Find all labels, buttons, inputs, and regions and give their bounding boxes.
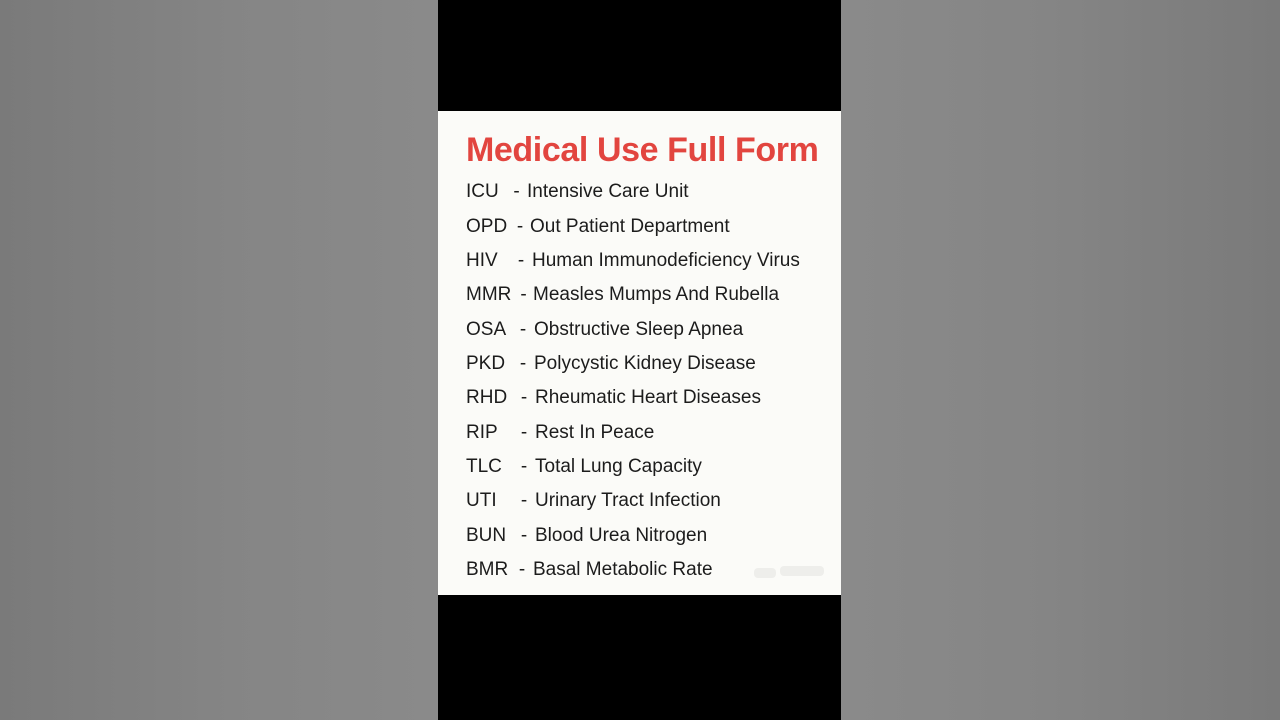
full-form: Measles Mumps And Rubella xyxy=(533,284,780,306)
full-form: Basal Metabolic Rate xyxy=(533,558,713,580)
list-item xyxy=(466,209,800,243)
separator-dash: - xyxy=(520,284,527,306)
full-form: Intensive Care Unit xyxy=(527,181,689,203)
abbreviation: UTI xyxy=(466,490,497,512)
list-item xyxy=(466,484,800,518)
separator-dash: - xyxy=(520,421,528,443)
list-item xyxy=(466,415,800,449)
separator-dash: - xyxy=(520,455,528,477)
watermark-logo xyxy=(750,562,830,584)
abbreviation: OPD xyxy=(466,215,508,237)
full-form: Human Immunodeficiency Virus xyxy=(532,249,800,271)
abbreviation: RIP xyxy=(466,421,498,443)
full-form: Rest In Peace xyxy=(535,421,655,443)
card-content xyxy=(438,0,841,720)
list-item xyxy=(466,244,800,278)
separator-dash: - xyxy=(520,524,528,546)
separator-dash: - xyxy=(519,318,527,340)
full-form: Blood Urea Nitrogen xyxy=(535,524,708,546)
abbreviation: TLC xyxy=(466,455,502,477)
abbreviation: HIV xyxy=(466,249,498,271)
list-item xyxy=(466,450,800,484)
full-form: Obstructive Sleep Apnea xyxy=(534,318,744,340)
full-form: Urinary Tract Infection xyxy=(535,490,721,512)
abbreviation: ICU xyxy=(466,181,499,203)
abbreviation: BMR xyxy=(466,558,509,580)
list-item xyxy=(466,518,800,552)
full-form: Polycystic Kidney Disease xyxy=(534,352,756,374)
separator-dash: - xyxy=(519,352,527,374)
full-form: Rheumatic Heart Diseases xyxy=(535,387,761,409)
full-form: Out Patient Department xyxy=(530,215,730,237)
separator-dash: - xyxy=(518,558,526,580)
separator-dash: - xyxy=(516,215,524,237)
list-item xyxy=(466,312,800,346)
abbreviation: OSA xyxy=(466,318,507,340)
list-item xyxy=(466,175,800,209)
abbreviation-list xyxy=(466,175,800,587)
list-item xyxy=(466,347,800,381)
page-title: Medical Use Full Form xyxy=(466,131,819,169)
abbreviation: BUN xyxy=(466,524,507,546)
separator-dash: - xyxy=(513,181,520,203)
abbreviation: RHD xyxy=(466,387,508,409)
separator-dash: - xyxy=(520,490,528,512)
list-item xyxy=(466,278,800,312)
list-item xyxy=(466,381,800,415)
abbreviation: PKD xyxy=(466,352,506,374)
separator-dash: - xyxy=(517,249,525,271)
full-form: Total Lung Capacity xyxy=(535,455,702,477)
abbreviation: MMR xyxy=(466,284,512,306)
separator-dash: - xyxy=(520,387,528,409)
